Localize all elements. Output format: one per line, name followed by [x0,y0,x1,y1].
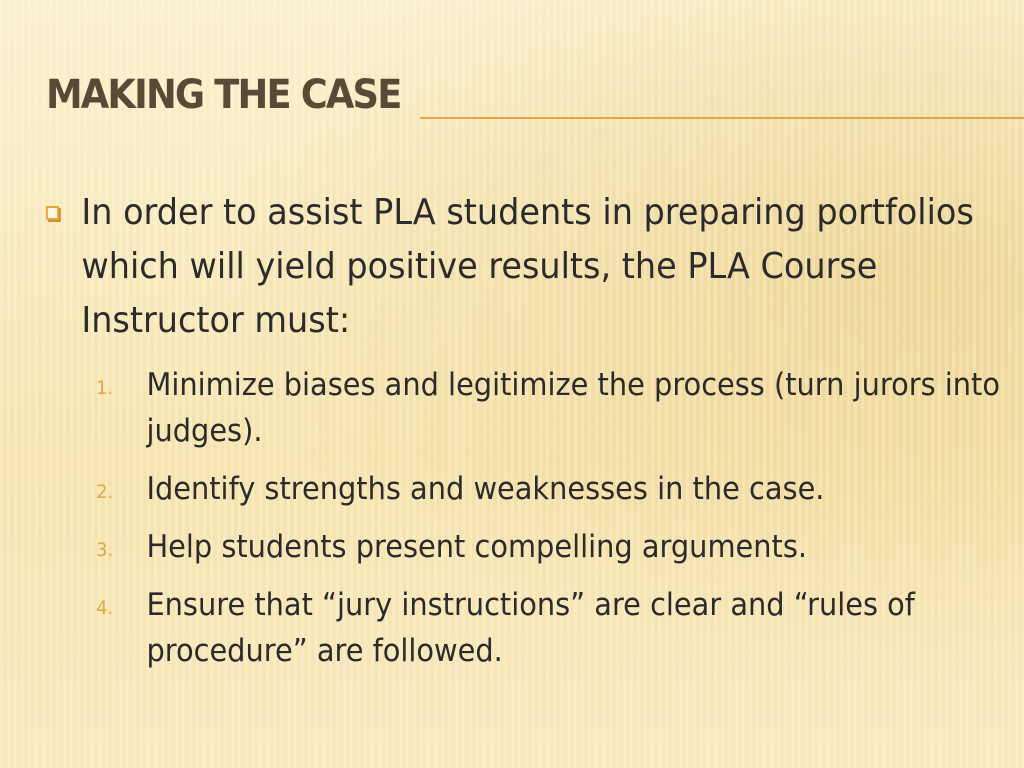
list-item-text: Identify strengths and weaknesses in the case. [146,471,825,507]
list-item-number: 2. [96,481,114,503]
title-underline [420,117,1024,119]
list-item-text: Help students present compelling arguments. [146,529,808,565]
list-item [46,466,1024,512]
list-item-number: 3. [96,539,114,561]
slide-title: MAKING THE CASE [46,72,401,118]
list-item-text: Ensure that “jury instructions” are clear and “rules of procedure” are followed. [146,587,915,669]
list-item-text: Minimize biases and legitimize the process (turn jurors into judges). [146,367,1001,449]
main-bullet-text: In order to assist PLA students in preparing portfolios which will yield positive results, the PLA Course Instructor must: [81,192,974,341]
list-item [46,582,1024,674]
square-bullet-icon [46,206,59,220]
list-item [46,524,1024,570]
list-item-number: 4. [96,597,114,619]
list-item-number: 1. [96,377,114,399]
numbered-list [46,362,1001,674]
list-item [46,362,1024,454]
main-bullet [46,186,974,348]
slide-content [46,186,1001,686]
